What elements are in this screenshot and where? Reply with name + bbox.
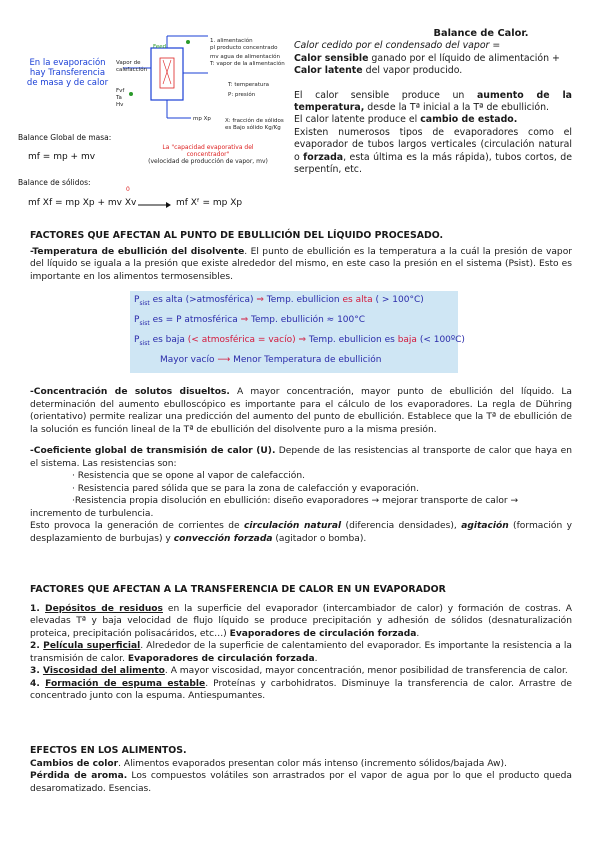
text-sub: sist [139, 339, 150, 347]
text-run: en la superficie del evaporador (intercambiador de calor) y formación de costras. A elevadas Tª y baja velocidad de flujo líquido se produce precipitación y adhesión de sólidos (desnaturalización proteica, precipitación polisacáridos, etc…) [30, 603, 573, 639]
function-label [225, 118, 284, 131]
arrow-icon: ⇒ [240, 315, 249, 325]
steam-label: Fvf [116, 88, 125, 94]
capacity-note [143, 144, 273, 165]
text-run: Depende de las resistencias al transporte de calor que haya en el sistema. Las resistencias son: [30, 446, 572, 469]
numbered-item [30, 640, 572, 665]
vapor-left-line: Vapor de [116, 60, 141, 66]
diagram-top-labels [210, 38, 285, 67]
pressure-row-high [134, 295, 424, 307]
text-bold: -Temperatura de ebullición del disolvente [30, 246, 245, 257]
pressure-row-low [134, 335, 465, 347]
text-run: ( > 100°C) [372, 295, 424, 305]
boiling-point-section-cont [30, 386, 572, 545]
text-run: es = P atmosférica [149, 315, 241, 325]
sensible-heat-paragraph [294, 90, 572, 115]
numbered-item [30, 665, 572, 678]
evap-title-line: hay Transferencia [29, 68, 106, 78]
text-bold: Viscosidad del alimento [42, 666, 165, 676]
text-run: . Alimentos evaporados presentan color más intenso (incremento sólidos/bajada Aw). [118, 758, 507, 769]
balance-solids-equation: mf Xf = mp Xp + mv Xv [28, 198, 137, 208]
capacity-note-line: La "capacidad evaporativa del concentrador" [162, 144, 254, 158]
text-run: es alta (>atmosférica) [149, 295, 257, 305]
text-bold: Evaporadores de circulación forzada [229, 628, 417, 639]
balance-solids-result: mf Xᶠ = mp Xp [176, 198, 243, 208]
text-bold: Cambios de color [30, 758, 119, 769]
top-label-line: T: vapor de la alimentación [210, 60, 285, 67]
text-run: A mayor concentración, mayor punto de ebullición del líquido. La determinación del aumento ebulloscópico es importante para el cálculo de los evaporadores. La regla de Dühring (orientativo) permite realizar una predicción del aumento del punto de ebullición. Establece que la Tª de ebullición de la solución es función lineal de la Tª de ebullición del disolvente puro a la misma presión. [30, 387, 572, 435]
text-bold: Película superficial [43, 641, 141, 651]
paragraph [30, 445, 572, 470]
paragraph [30, 246, 572, 284]
solids-zero-mark: 0 [126, 186, 130, 193]
text-bold: -Concentración de solutos disueltos. [30, 387, 230, 397]
text-run: Esto provoca la generación de corrientes de [30, 521, 244, 531]
text-bold: 1. [30, 603, 46, 614]
balance-global-equation: mf = mp + mv [28, 152, 96, 162]
text-run: Temp. ebullición ≈ 100°C [248, 315, 366, 325]
text-bold: cambio de estado. [420, 114, 518, 126]
text-sub: sist [139, 319, 150, 327]
list-item: ·Resistencia propia disolución en ebullición: diseño evaporadores → mejorar transporte de calor → [72, 496, 519, 506]
latent-heat-paragraph [294, 114, 572, 126]
evaporator-diagram [18, 28, 298, 226]
text-run: Mayor vacío [160, 355, 218, 365]
arrow-icon: ⇒ [256, 295, 264, 305]
text-run: del vapor producido. [362, 65, 463, 77]
section-heading: FACTORES QUE AFECTAN AL PUNTO DE EBULLICIÓN DEL LÍQUIDO PROCESADO. [30, 230, 444, 241]
list-item: · Resistencia pared sólida que se para la zona de calefacción y evaporación. [72, 483, 419, 494]
list-item-continuation: incremento de turbulencia. [30, 508, 154, 519]
capacity-note-line: (velocidad de producción de vapor, mv) [148, 158, 268, 165]
section-heading: EFECTOS EN LOS ALIMENTOS. [30, 745, 187, 756]
numbered-item [30, 603, 572, 641]
text-bold: Calor sensible [294, 52, 369, 64]
text-run: ganado por el líquido de alimentación + [368, 52, 560, 64]
paragraph [30, 758, 572, 771]
top-label-line: pl producto concentrado [210, 44, 278, 51]
boiling-point-section [30, 230, 572, 283]
text-run: , esta última es la más rápida), tubos cortos, de serpentín, etc. [294, 151, 572, 176]
text-run: (formación y desplazamiento de burbujas) y [30, 521, 572, 544]
vapor-left-line: calefacción [116, 66, 148, 73]
heat-balance-column [294, 28, 572, 176]
text-run: desde la Tª inicial a la Tª de ebullición. [364, 102, 550, 114]
pressure-row-equal [134, 315, 365, 327]
text-run: Existen numerosos tipos de evaporadores como el evaporador de tubos largos verticales (circulación natural o [294, 126, 572, 163]
text-bold: Calor latente [294, 65, 363, 77]
section-heading: FACTORES QUE AFECTAN A LA TRANSFERENCIA DE CALOR EN UN EVAPORADOR [30, 584, 446, 595]
vacuum-row [160, 355, 381, 365]
food-effects-section [30, 745, 572, 795]
arrow-icon: ⇒ [298, 335, 307, 345]
arrow-icon: ⟶ [217, 355, 231, 365]
heat-transfer-section [30, 584, 572, 703]
text-run: El calor sensible produce un [294, 89, 477, 101]
text-bold: circulación natural [244, 521, 342, 531]
balance-global-title: Balance Global de masa: [18, 133, 112, 142]
text-run: . Alrededor de la superficie de calentamiento del evaporador. Es importante la resistencia a la transmisión de calor. [30, 641, 572, 664]
heat-balance-title: Balance de Calor. [433, 28, 529, 39]
text-run: (< atmosférica = vacío) [187, 335, 299, 345]
text-bold: forzada [303, 151, 344, 163]
evap-title-line: de masa y de calor [26, 78, 109, 88]
text-run: . Proteínas y carbohidratos. Disminuye la transferencia de calor. Arrastre de concentrado junto con la espuma. Antiespumantes. [30, 678, 572, 701]
heat-balance-line: Calor cedido por el condensado del vapor = [294, 40, 501, 52]
text-run: Menor Temperatura de ebullición [230, 355, 382, 365]
text-run: es alta [342, 295, 373, 305]
temp-label: T: temperatura [228, 82, 270, 88]
text-bold: convección forzada [173, 533, 273, 544]
text-bold: -Coeficiente global de transmisión de calor (U). [30, 446, 276, 456]
text-run: El calor latente produce el [294, 114, 421, 126]
text-run: Temp. ebullicion [263, 295, 343, 305]
pressure-summary-box [130, 291, 465, 373]
text-bold: 2. [30, 641, 44, 651]
pres-label: P: presión [228, 91, 256, 98]
product-label: mp Xp [193, 116, 211, 122]
text-bold: agitación [461, 521, 509, 531]
feed-label: Feed [153, 44, 167, 50]
text-run: P [134, 335, 140, 345]
text-run: (diferencia densidades), [341, 521, 462, 531]
text-run: . [416, 628, 420, 639]
top-label-line: mv agua de alimentación [210, 54, 281, 60]
evap-title-line: En la evaporación [29, 58, 106, 68]
numbered-item [30, 678, 572, 703]
text-bold: aumento de la temperatura, [294, 89, 572, 114]
arrow-icon [136, 198, 172, 210]
text-bold: 4. [30, 678, 46, 689]
text-run: (agitador o bomba). [272, 533, 367, 544]
text-run: baja [397, 335, 417, 345]
text-run: . A mayor viscosidad, mayor concentración, menor posibilidad de transferencia de calor. [164, 666, 568, 676]
vapor-left-label [116, 60, 147, 73]
steam-label: Hv [116, 102, 124, 108]
text-run: (< 100ºC) [416, 335, 465, 345]
text-sub: sist [139, 299, 150, 307]
temp-pres-labels [228, 82, 269, 98]
text-bold: Depósitos de residuos [45, 603, 163, 614]
text-run: Los compuestos volátiles son arrastrados por el vapor de agua por lo que el producto queda desaromatizado. Esencias. [30, 771, 572, 794]
steam-label: Ta [116, 95, 122, 101]
text-run: . El punto de ebullición es la temperatura a la cuál la presión de vapor del líquido se iguala a la presión que existe alrededor del mismo, en este caso la presión en el sistema (Psist). Esto es importante en los alimentos termosensibles. [30, 246, 572, 282]
text-run: P [134, 295, 140, 305]
text-run: . [314, 653, 318, 664]
evaporator-types-paragraph [294, 127, 572, 177]
paragraph [30, 520, 572, 545]
diagram-evap-title [20, 58, 115, 88]
list-item: · Resistencia que se opone al vapor de calefacción. [72, 471, 305, 481]
paragraph [30, 770, 572, 795]
balance-solids-title: Balance de sólidos: [18, 178, 91, 187]
top-label-line: 1. alimentación [210, 38, 253, 44]
text-bold: Evaporadores de circulación forzada [127, 653, 315, 664]
text-run: Temp. ebullicion es [306, 335, 398, 345]
text-bold: Pérdida de aroma. [30, 771, 128, 781]
function-line: X: fracción de sólidos [225, 118, 284, 124]
text-bold: 3. [30, 666, 43, 676]
text-run: P [134, 315, 140, 325]
text-bold: Formación de espuma estable [45, 678, 206, 689]
heat-balance-sentence [294, 53, 572, 78]
function-line: es Bajo sólido Kg/Kg [225, 124, 281, 131]
paragraph [30, 386, 572, 436]
text-run: es baja [149, 335, 188, 345]
